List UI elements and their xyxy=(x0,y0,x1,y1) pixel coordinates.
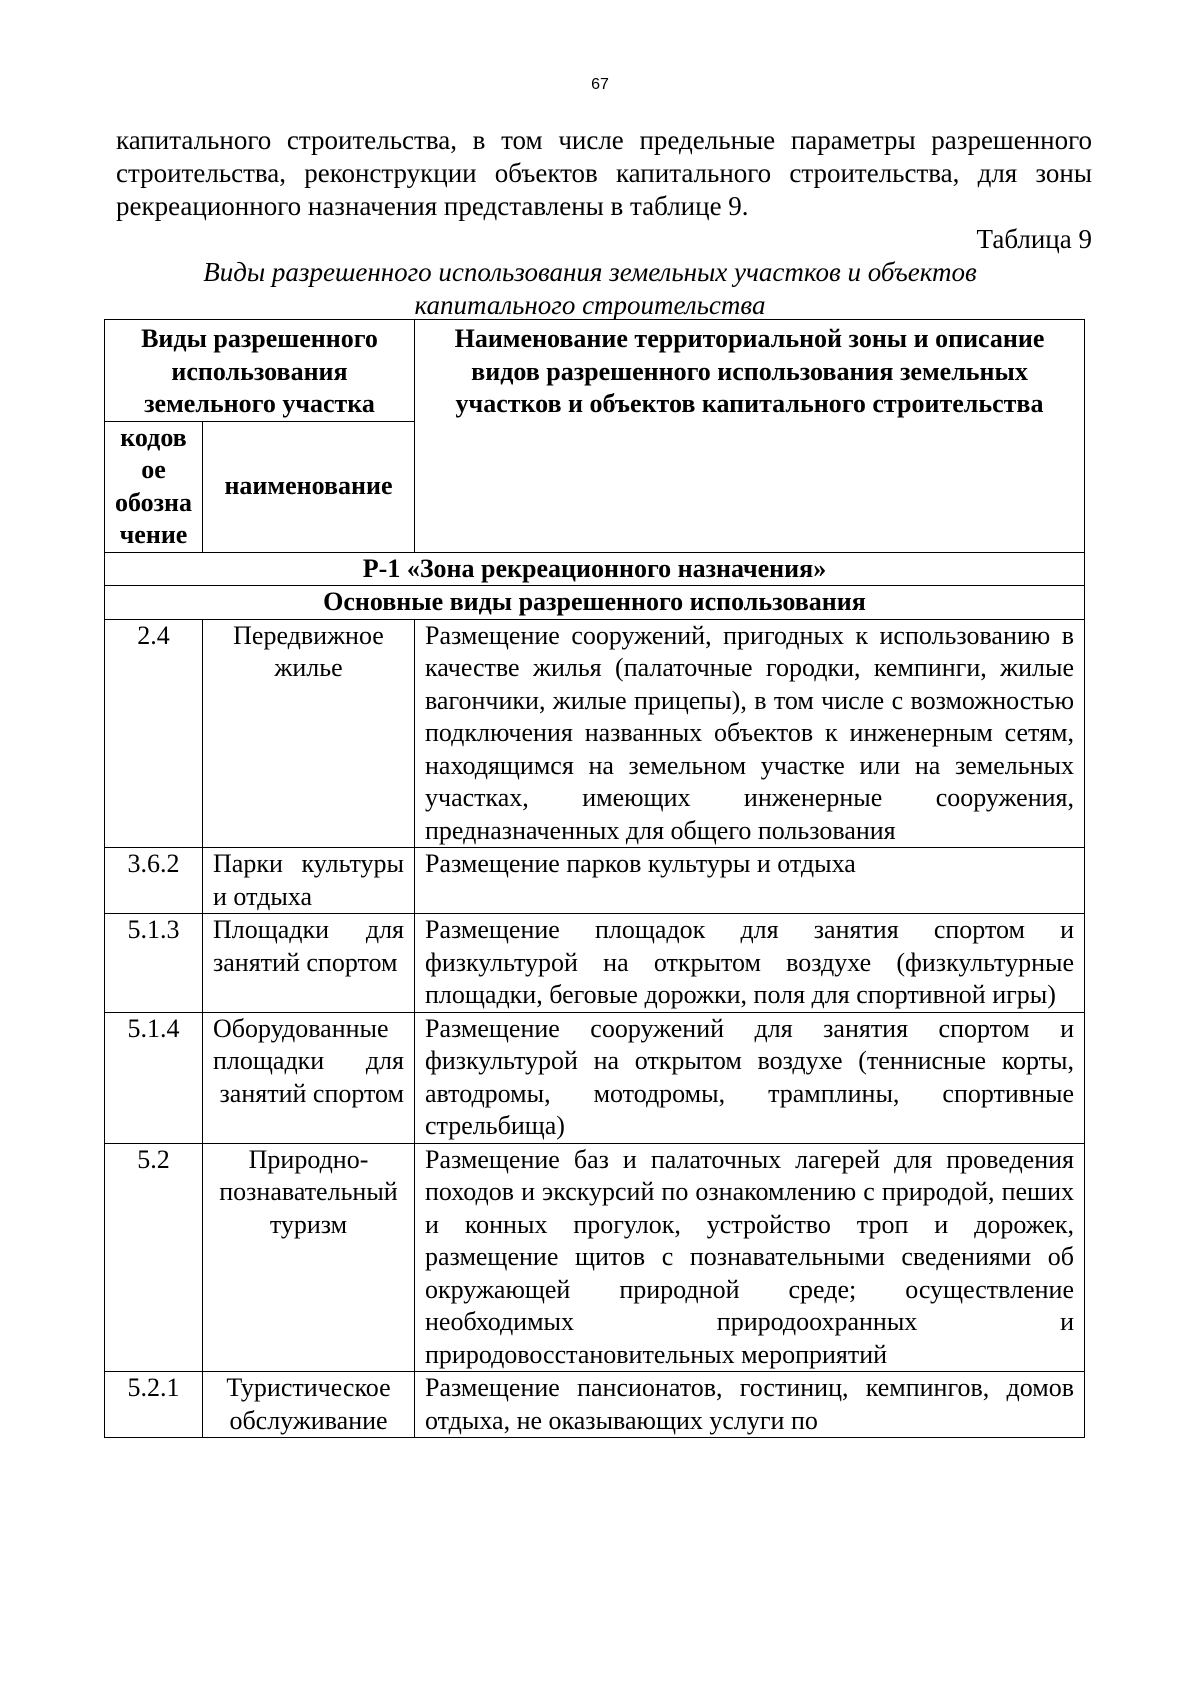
table-row xyxy=(105,1143,1085,1372)
row-name: Парки культуры и отдыха xyxy=(203,848,415,914)
row-code: 3.6.2 xyxy=(105,848,203,914)
row-description: Размещение сооружений, пригодных к использованию в качестве жилья (палаточные городки, кемпинги, жилые вагончики, жилые прицепы), в том числе с возможностью подключения названных объектов к инженерным сетям, находящимся на земельном участке или на земельных участках, имеющих инженерные сооружения, предназначенных для общего пользования xyxy=(415,619,1085,848)
table-caption: Виды разрешенного использования земельных участков и объектов капитального строительства xyxy=(203,257,977,320)
table-row xyxy=(105,914,1085,1013)
intro-paragraph: капитального строительства, в том числе предельные параметры разрешенного строительства, реконструкции объектов капитального строительства, для зоны рекреационного назначения представлены в таблице 9. xyxy=(116,125,1092,221)
row-name: Природно-познавательный туризм xyxy=(203,1143,415,1372)
row-description: Размещение пансионатов, гостиниц, кемпингов, домов отдыха, не оказывающих услуги по xyxy=(415,1372,1085,1438)
row-code: 5.2 xyxy=(105,1143,203,1372)
table-row xyxy=(105,619,1085,848)
row-name: Туристическое обслуживание xyxy=(203,1372,415,1438)
table-row xyxy=(105,1372,1085,1438)
header-code: кодов ое обозна чение xyxy=(105,421,203,552)
section-title: Основные виды разрешенного использования xyxy=(105,586,1085,620)
row-code: 2.4 xyxy=(105,619,203,848)
row-name: Площадки для занятий спортом xyxy=(203,914,415,1013)
row-code: 5.1.4 xyxy=(105,1012,203,1143)
table-label: Таблица 9 xyxy=(976,224,1092,254)
row-code: 5.1.3 xyxy=(105,914,203,1013)
header-zone-description: Наименование территориальной зоны и описание видов разрешенного использования земельных участков и объектов капитального строительства xyxy=(415,320,1085,553)
row-description: Размещение сооружений для занятия спортом и физкультурой на открытом воздухе (теннисные корты, автодромы, мотодромы, трамплины, спортивные стрельбища) xyxy=(415,1012,1085,1143)
row-description: Размещение парков культуры и отдыха xyxy=(415,848,1085,914)
zone-title-row xyxy=(105,552,1085,586)
table-row xyxy=(105,848,1085,914)
row-name: Оборудованные площадки для занятий спортом xyxy=(203,1012,415,1143)
header-name: наименование xyxy=(203,421,415,552)
table-header-row xyxy=(105,320,1085,422)
row-name: Передвижное жилье xyxy=(203,619,415,848)
row-description: Размещение площадок для занятия спортом и физкультурой на открытом воздухе (физкультурные площадки, беговые дорожки, поля для спортивной игры) xyxy=(415,914,1085,1013)
page-number: 67 xyxy=(591,76,609,93)
row-code: 5.2.1 xyxy=(105,1372,203,1438)
section-title-row xyxy=(105,586,1085,620)
zone-title: Р-1 «Зона рекреационного назначения» xyxy=(105,552,1085,586)
row-description: Размещение баз и палаточных лагерей для проведения походов и экскурсий по ознакомлению с природой, пеших и конных прогулок, устройство троп и дорожек, размещение щитов с познавательными сведениями об окружающей природной среде; осуществление необходимых природоохранных и природовосстановительных мероприятий xyxy=(415,1143,1085,1372)
table-row xyxy=(105,1012,1085,1143)
header-land-use-types: Виды разрешенного использования земельного участка xyxy=(105,320,415,422)
land-use-table xyxy=(104,319,1085,1438)
